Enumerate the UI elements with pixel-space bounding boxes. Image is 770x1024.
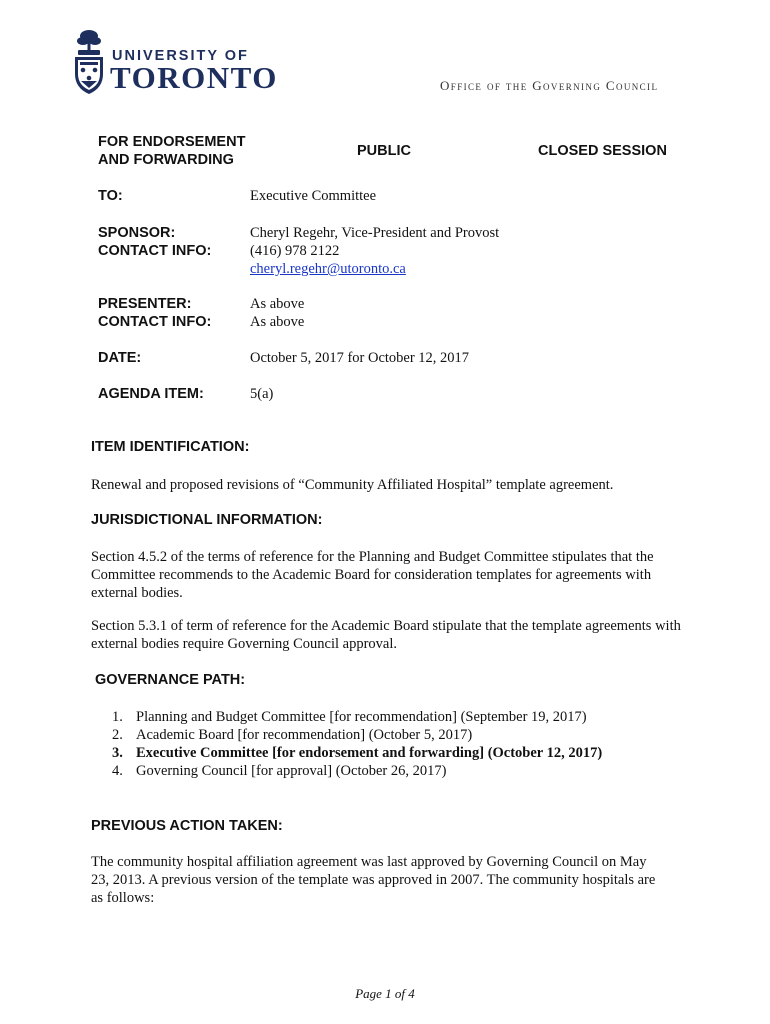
- endorsement-line-2: AND FORWARDING: [98, 152, 234, 168]
- sponsor-label-line-1: SPONSOR:: [98, 225, 176, 241]
- presenter-value-line-1: As above: [250, 296, 305, 312]
- item-identification-text: Renewal and proposed revisions of “Community Affiliated Hospital” template agreement.: [91, 477, 614, 493]
- step-text: Academic Board [for recommendation] (October 5, 2017): [136, 727, 473, 743]
- step-text: Executive Committee [for endorsement and forwarding] (October 12, 2017): [136, 745, 603, 761]
- toronto-wordmark: TORONTO: [110, 60, 278, 95]
- closed-session-label: CLOSED SESSION: [538, 143, 667, 159]
- step-number: 2.: [112, 727, 123, 743]
- university-of-wordmark: UNIVERSITY OF: [112, 48, 249, 64]
- previous-action-text: The community hospital affiliation agreement was last approved by Governing Council on May 23, 2013. A previous version of the template was approved in 2007. The community hospitals are as follows:: [91, 854, 656, 906]
- sponsor-name: Cheryl Regehr, Vice-President and Provost: [250, 225, 500, 241]
- governance-path-list: [112, 708, 696, 780]
- jurisdictional-paragraph-1: Section 4.5.2 of the terms of reference for the Planning and Budget Committee stipulates that the Committee recommends to the Academic Board for consideration templates for agreements with external bodies.: [91, 549, 654, 601]
- presenter-label-line-2: CONTACT INFO:: [98, 314, 212, 330]
- governance-step: [112, 726, 696, 744]
- jurisdictional-heading: JURISDICTIONAL INFORMATION:: [91, 512, 323, 528]
- step-number: 4.: [112, 763, 123, 779]
- governance-step-current: [112, 744, 696, 762]
- sponsor-label: [98, 224, 211, 260]
- endorsement-line-1: FOR ENDORSEMENT: [98, 134, 246, 150]
- page-number: Page 1 of 4: [355, 986, 415, 1001]
- sponsor-value: [250, 224, 499, 278]
- public-label: PUBLIC: [357, 143, 411, 159]
- previous-action-heading: PREVIOUS ACTION TAKEN:: [91, 818, 283, 834]
- step-number: 3.: [112, 745, 123, 761]
- step-text: Governing Council [for approval] (October 26, 2017): [136, 763, 447, 779]
- presenter-value: [250, 295, 304, 331]
- agenda-item-label: AGENDA ITEM:: [98, 386, 204, 402]
- to-value: Executive Committee: [250, 188, 377, 204]
- jurisdictional-paragraph-2: Section 5.3.1 of term of reference for the Academic Board stipulate that the template agreements with external bodies require Governing Council approval.: [91, 618, 681, 652]
- office-title: Office of the Governing Council: [440, 78, 659, 93]
- governance-path-heading: GOVERNANCE PATH:: [95, 672, 246, 688]
- sponsor-label-line-2: CONTACT INFO:: [98, 243, 212, 259]
- sponsor-email-link[interactable]: cheryl.regehr@utoronto.ca: [250, 261, 406, 277]
- presenter-label-line-1: PRESENTER:: [98, 296, 192, 312]
- step-text: Planning and Budget Committee [for recommendation] (September 19, 2017): [136, 709, 587, 725]
- date-value: October 5, 2017 for October 12, 2017: [250, 350, 470, 366]
- governance-step: [112, 762, 696, 780]
- presenter-label: [98, 295, 211, 331]
- sponsor-phone: (416) 978 2122: [250, 243, 340, 259]
- date-label: DATE:: [98, 350, 142, 366]
- endorsement-status: [98, 133, 245, 169]
- to-label: TO:: [98, 188, 123, 204]
- governance-step: [112, 708, 696, 726]
- step-number: 1.: [112, 709, 123, 725]
- agenda-item-value: 5(a): [250, 386, 274, 402]
- item-identification-heading: ITEM IDENTIFICATION:: [91, 439, 250, 455]
- presenter-value-line-2: As above: [250, 314, 305, 330]
- university-crest-icon: [72, 28, 106, 96]
